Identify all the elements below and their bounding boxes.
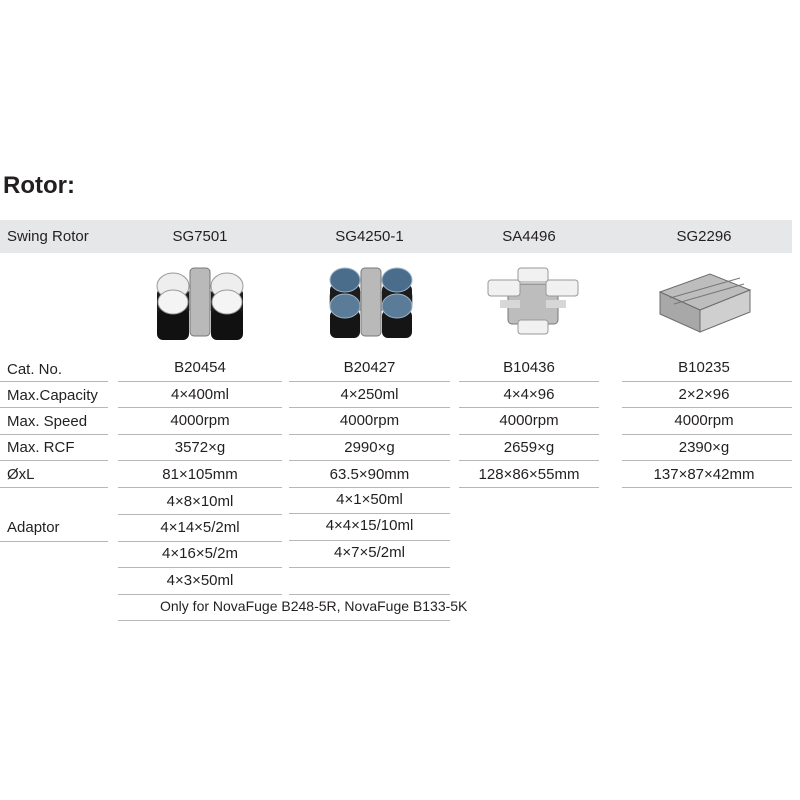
row-label: Max. Speed	[7, 413, 88, 430]
header-model: SG7501	[172, 228, 228, 245]
divider	[0, 407, 108, 408]
divider	[459, 407, 599, 408]
divider	[118, 460, 282, 461]
table-cell: 128×86×55mm	[478, 466, 580, 483]
divider	[289, 540, 450, 541]
row-label: Max.Capacity	[7, 387, 98, 404]
page-title: Rotor:	[3, 172, 75, 199]
divider	[0, 541, 108, 542]
adaptor-cell: 4×1×50ml	[336, 491, 403, 508]
adaptor-cell: 4×8×10ml	[166, 493, 234, 510]
rotor-sg2296-image	[650, 262, 760, 342]
header-model: SA4496	[502, 228, 556, 245]
compatibility-note: Only for NovaFuge B248-5R, NovaFuge B133-5K	[160, 598, 468, 614]
adaptor-cell: 4×4×15/10ml	[325, 517, 414, 534]
divider	[289, 407, 450, 408]
divider	[289, 567, 450, 568]
table-cell: 2390×g	[678, 439, 730, 456]
row-label: Cat. No.	[7, 361, 63, 378]
table-cell: 4000rpm	[674, 412, 734, 429]
table-cell: 81×105mm	[162, 466, 238, 483]
divider	[118, 407, 282, 408]
table-cell: 2×2×96	[678, 386, 730, 403]
table-cell: 4×400ml	[171, 386, 229, 403]
adaptor-cell: 4×7×5/2ml	[334, 544, 405, 561]
divider	[459, 460, 599, 461]
divider	[622, 434, 792, 435]
divider	[0, 381, 108, 382]
divider	[118, 434, 282, 435]
table-cell: 4×250ml	[340, 386, 399, 403]
adaptor-cell: 4×14×5/2ml	[160, 519, 240, 536]
table-header	[0, 220, 792, 253]
header-label: Swing Rotor	[7, 228, 89, 245]
table-cell: B20454	[174, 359, 226, 376]
adaptor-cell: 4×3×50ml	[166, 572, 234, 589]
divider	[118, 567, 282, 568]
divider	[622, 487, 792, 488]
table-cell: 2990×g	[344, 439, 395, 456]
divider	[0, 460, 108, 461]
divider	[289, 434, 450, 435]
table-cell: 63.5×90mm	[329, 466, 410, 483]
divider	[289, 487, 450, 488]
row-label: Max. RCF	[7, 439, 75, 456]
rotor-sa4496-image	[478, 262, 588, 342]
table-cell: 137×87×42mm	[653, 466, 755, 483]
divider	[118, 594, 282, 595]
table-cell: 2659×g	[503, 439, 555, 456]
divider	[622, 460, 792, 461]
table-cell: B10235	[678, 359, 730, 376]
divider	[118, 541, 282, 542]
table-cell: 3572×g	[174, 439, 226, 456]
divider	[289, 381, 450, 382]
divider	[622, 407, 792, 408]
adaptor-cell: 4×16×5/2m	[162, 545, 238, 562]
divider	[459, 381, 599, 382]
row-label: Adaptor	[7, 519, 60, 536]
divider	[118, 381, 282, 382]
divider	[289, 513, 450, 514]
divider	[0, 434, 108, 435]
table-cell: B20427	[343, 359, 396, 376]
table-cell: 4×4×96	[503, 386, 555, 403]
divider	[118, 514, 282, 515]
divider	[459, 487, 599, 488]
header-model: SG2296	[676, 228, 732, 245]
divider	[118, 620, 450, 621]
divider	[0, 487, 108, 488]
row-label: ØxL	[7, 466, 35, 483]
table-cell: 4000rpm	[170, 412, 230, 429]
divider	[289, 594, 450, 595]
header-model: SG4250-1	[335, 228, 404, 245]
divider	[622, 381, 792, 382]
table-cell: B10436	[503, 359, 555, 376]
divider	[118, 487, 282, 488]
divider	[459, 434, 599, 435]
divider	[289, 460, 450, 461]
rotor-sg4250-1-image	[316, 262, 426, 342]
table-cell: 4000rpm	[339, 412, 400, 429]
rotor-sg7501-image	[145, 262, 255, 342]
table-cell: 4000rpm	[499, 412, 559, 429]
